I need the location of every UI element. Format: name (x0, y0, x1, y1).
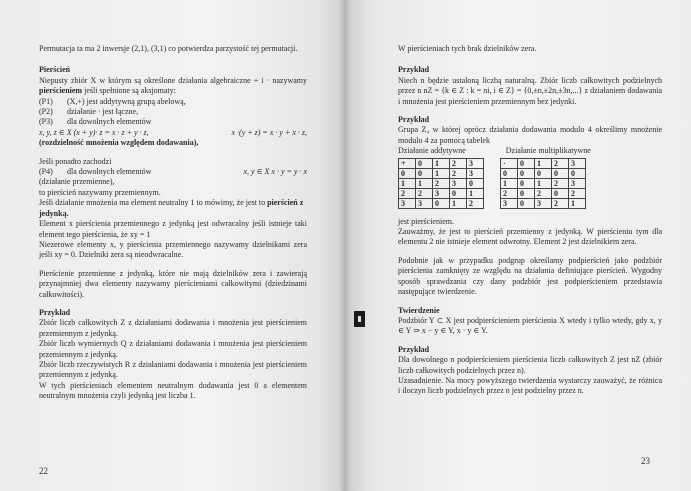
left-page-text (39, 44, 307, 402)
table-row (399, 178, 484, 188)
ring-heading: Pierścień (39, 65, 71, 75)
table-cell: 2 (535, 188, 552, 198)
table-cell: 1 (399, 178, 416, 188)
table-cell: 0 (433, 198, 450, 208)
table-cell: 2 (416, 188, 433, 198)
axiom-p3: (P3) dla dowolnych elementów (39, 117, 152, 127)
table-cell: 0 (552, 188, 569, 198)
table-cell: 0 (518, 168, 535, 178)
table-cell: 3 (467, 168, 484, 178)
page-number-right: 23 (641, 456, 650, 466)
table-cell: 3 (450, 178, 467, 188)
operation-tables (398, 158, 662, 209)
multiplication-table (500, 158, 586, 209)
table-cell: 0 (518, 178, 535, 188)
page-number-left: 22 (39, 466, 48, 476)
table-cell: 2 (569, 188, 586, 198)
table-cell: 0 (416, 168, 433, 178)
table-cell: · (501, 158, 518, 168)
example2-heading: Przykład (398, 115, 430, 125)
table-cell: 2 (433, 178, 450, 188)
table-cell: 1 (433, 158, 450, 168)
theorem-heading: Twierdzenie (398, 305, 440, 315)
commutative-ring: to pierścień nazywamy przemiennym. (39, 187, 161, 197)
left-page (0, 0, 345, 491)
example-line: Zbiór liczb całkowitych Z z działaniami dodawania i mnożenia jest pierścieniem przemiennym z jedynką. (39, 318, 307, 338)
table-cell: 0 (450, 188, 467, 198)
table-cell: 1 (535, 158, 552, 168)
chapter-tab-marker (354, 311, 365, 327)
axiom-p1: (P1) (X,+) jest addytywną grupą abelową, (39, 96, 186, 106)
table-cell: 1 (450, 198, 467, 208)
commutative-intro: Jeśli ponadto zachodzi (39, 156, 112, 166)
table-cell: 2 (399, 188, 416, 198)
right-page (345, 0, 691, 491)
table-cell: 0 (518, 158, 535, 168)
table-cell: + (399, 158, 416, 168)
is-ring-text: jest pierścieniem. (398, 216, 454, 226)
theorem-text: Podzbiór Y ⊂ X jest podpierścieniem pierścienia X wtedy i tylko wtedy, gdy x, y ∈ Y ⇒ x − y ∈ Y, x · y ∈ Y. (398, 315, 662, 336)
table-row (501, 178, 586, 188)
table-cell: 3 (569, 178, 586, 188)
table-cell: 0 (535, 168, 552, 178)
table-cell: 2 (450, 158, 467, 168)
commutative-note: (działanie przemienne), (39, 177, 115, 187)
table-row (399, 168, 484, 178)
table-cell: 3 (399, 198, 416, 208)
table-cell: 0 (467, 178, 484, 188)
multiplicative-label: Działanie multiplikatywne (505, 146, 591, 156)
table-labels (398, 146, 662, 156)
table-cell: 1 (433, 168, 450, 178)
example-line: Zbiór liczb rzeczywistych R z działaniami dodawania i mnożenia jest pierścieniem przemiennym z jedynką. (39, 359, 307, 380)
distributivity-note: (rozdzielność mnożenia względem dodawania), (39, 138, 199, 148)
z4-note: Zauważmy, że jest to pierścień przemienny z jedynką. W pierścieniu tym dla elementu 2 nie istnieje element odwrotny. Element 2 jest dzielnikiem zera. (398, 227, 662, 247)
table-row (501, 188, 586, 198)
table-cell: 1 (416, 178, 433, 188)
table-row (501, 158, 586, 168)
example-line: Zbiór liczb wymiernych Q z działaniami dodawania i mnożenia jest pierścieniem przemiennym z jedynką. (39, 339, 307, 359)
table-cell: 2 (450, 168, 467, 178)
example1-heading: Przykład (398, 65, 430, 75)
table-cell: 0 (399, 168, 416, 178)
zero-divisors: Niezerowe elementy x, y pierścienia przemiennego nazywamy dzielnikami zera jeśli xy = 0. Dzielniki zera są nieodwracalne. (39, 239, 307, 260)
table-cell: 3 (433, 188, 450, 198)
table-cell: 3 (535, 198, 552, 208)
example3-heading: Przykład (398, 344, 430, 354)
table-row (501, 168, 586, 178)
axiom-p4: (P4) dla dowolnych elementów x, y ∈ X x · y = y · x (39, 167, 307, 177)
example3-text: Dla dowolnego n podpierścieniem pierścienia liczb całkowitych Z jest nZ (zbiór liczb całkowitych podzielnych przez n). (398, 355, 662, 375)
table-cell: 2 (467, 198, 484, 208)
table-cell: 1 (501, 178, 518, 188)
integral-domain: Pierścienie przemienne z jedynką, które nie mają dzielników zera i zawierają przynajmniej dwa elementy nazywamy pierścieniami całkowitymi (dziedzinami całkowitości). (39, 268, 307, 299)
table-cell: 3 (569, 158, 586, 168)
table-cell: 1 (535, 178, 552, 188)
table-cell: 0 (501, 168, 518, 178)
example1-text: Niech n będzie ustaloną liczbą naturalną. Zbiór liczb całkowitych podzielnych przez n nZ = {k ∈ Z : k = ni, i ∈ Z} = {0,±n,±2n,±3n,...} z działaniem dodawania i mnożenia jest pierścieniem przemiennym bez jedynki. (398, 75, 662, 106)
table-cell: 0 (552, 168, 569, 178)
addition-table (398, 158, 484, 209)
no-zero-divisors: W pierścieniach tych brak dzielników zera. (398, 44, 537, 53)
axiom-p2: (P2) działanie · jest łączne, (39, 107, 139, 117)
table-cell: 0 (569, 168, 586, 178)
table-row (399, 198, 484, 208)
table-cell: 0 (518, 188, 535, 198)
table-cell: 1 (569, 198, 586, 208)
example-line: W tych pierścieniach elementem neutralnym dodawania jest 0 a elementem neutralnym mnożenia czyli jedynką jest liczba 1. (39, 380, 307, 401)
subring-paragraph: Podobnie jak w przypadku podgrup określamy podpierścień jako podzbiór pierścienia zamknięty ze względu na działania definiujące pierścień. Wygodny sposób sprawdzania czy dany podzbiór jest podpierścieniem przedstawia następujące twierdzenie. (398, 255, 662, 297)
table-cell: 2 (552, 178, 569, 188)
distributivity-formula: x, y, z ∈ X (x + y)· z = x · z + y · z, x ·(y + z) = x · y + x · z, (39, 127, 307, 137)
example-heading: Przykład (39, 307, 71, 317)
book-gutter (339, 0, 351, 491)
example3-justification: Uzasadnienie. Na mocy powyższego twierdzenia wystarczy zauważyć, że różnica i iloczyn liczb podzielnych przez n jest podzielny przez n. (398, 375, 662, 396)
table-cell: 3 (467, 158, 484, 168)
table-cell: 3 (501, 198, 518, 208)
intro-paragraph: Permutacja ta ma 2 inwersje (2,1), (3,1) co potwierdza parzystość tej permutacji. (39, 44, 298, 53)
table-cell: 0 (518, 198, 535, 208)
table-cell: 3 (416, 198, 433, 208)
table-row (399, 188, 484, 198)
ring-definition: Niepusty zbiór X w którym są określone działania algebraiczne + i · nazywamy pierścieniem jeśli spełnione są aksjomaty: (39, 75, 307, 96)
table-row (501, 198, 586, 208)
additive-label: Działanie addytywne (398, 146, 466, 156)
unit-ring: Jeśli działanie mnożenia ma element neutralny 1 to mówimy, że jest to pierścień z jedynką. (39, 198, 304, 218)
table-cell: 2 (552, 158, 569, 168)
invertible-element: Element x pierścienia przemiennego z jedynką jest odwracalny jeśli istnieje taki element tego pierścienia, że xy = 1 (39, 219, 307, 239)
right-page-text (398, 44, 662, 397)
table-cell: 2 (552, 198, 569, 208)
example2-text: Grupa Z₄ w której oprócz działania dodawania modulo 4 określimy mnożenie modulo 4 za pomocą tabelek (398, 125, 662, 145)
table-cell: 0 (416, 158, 433, 168)
table-row (399, 158, 484, 168)
table-cell: 1 (467, 188, 484, 198)
table-cell: 2 (501, 188, 518, 198)
